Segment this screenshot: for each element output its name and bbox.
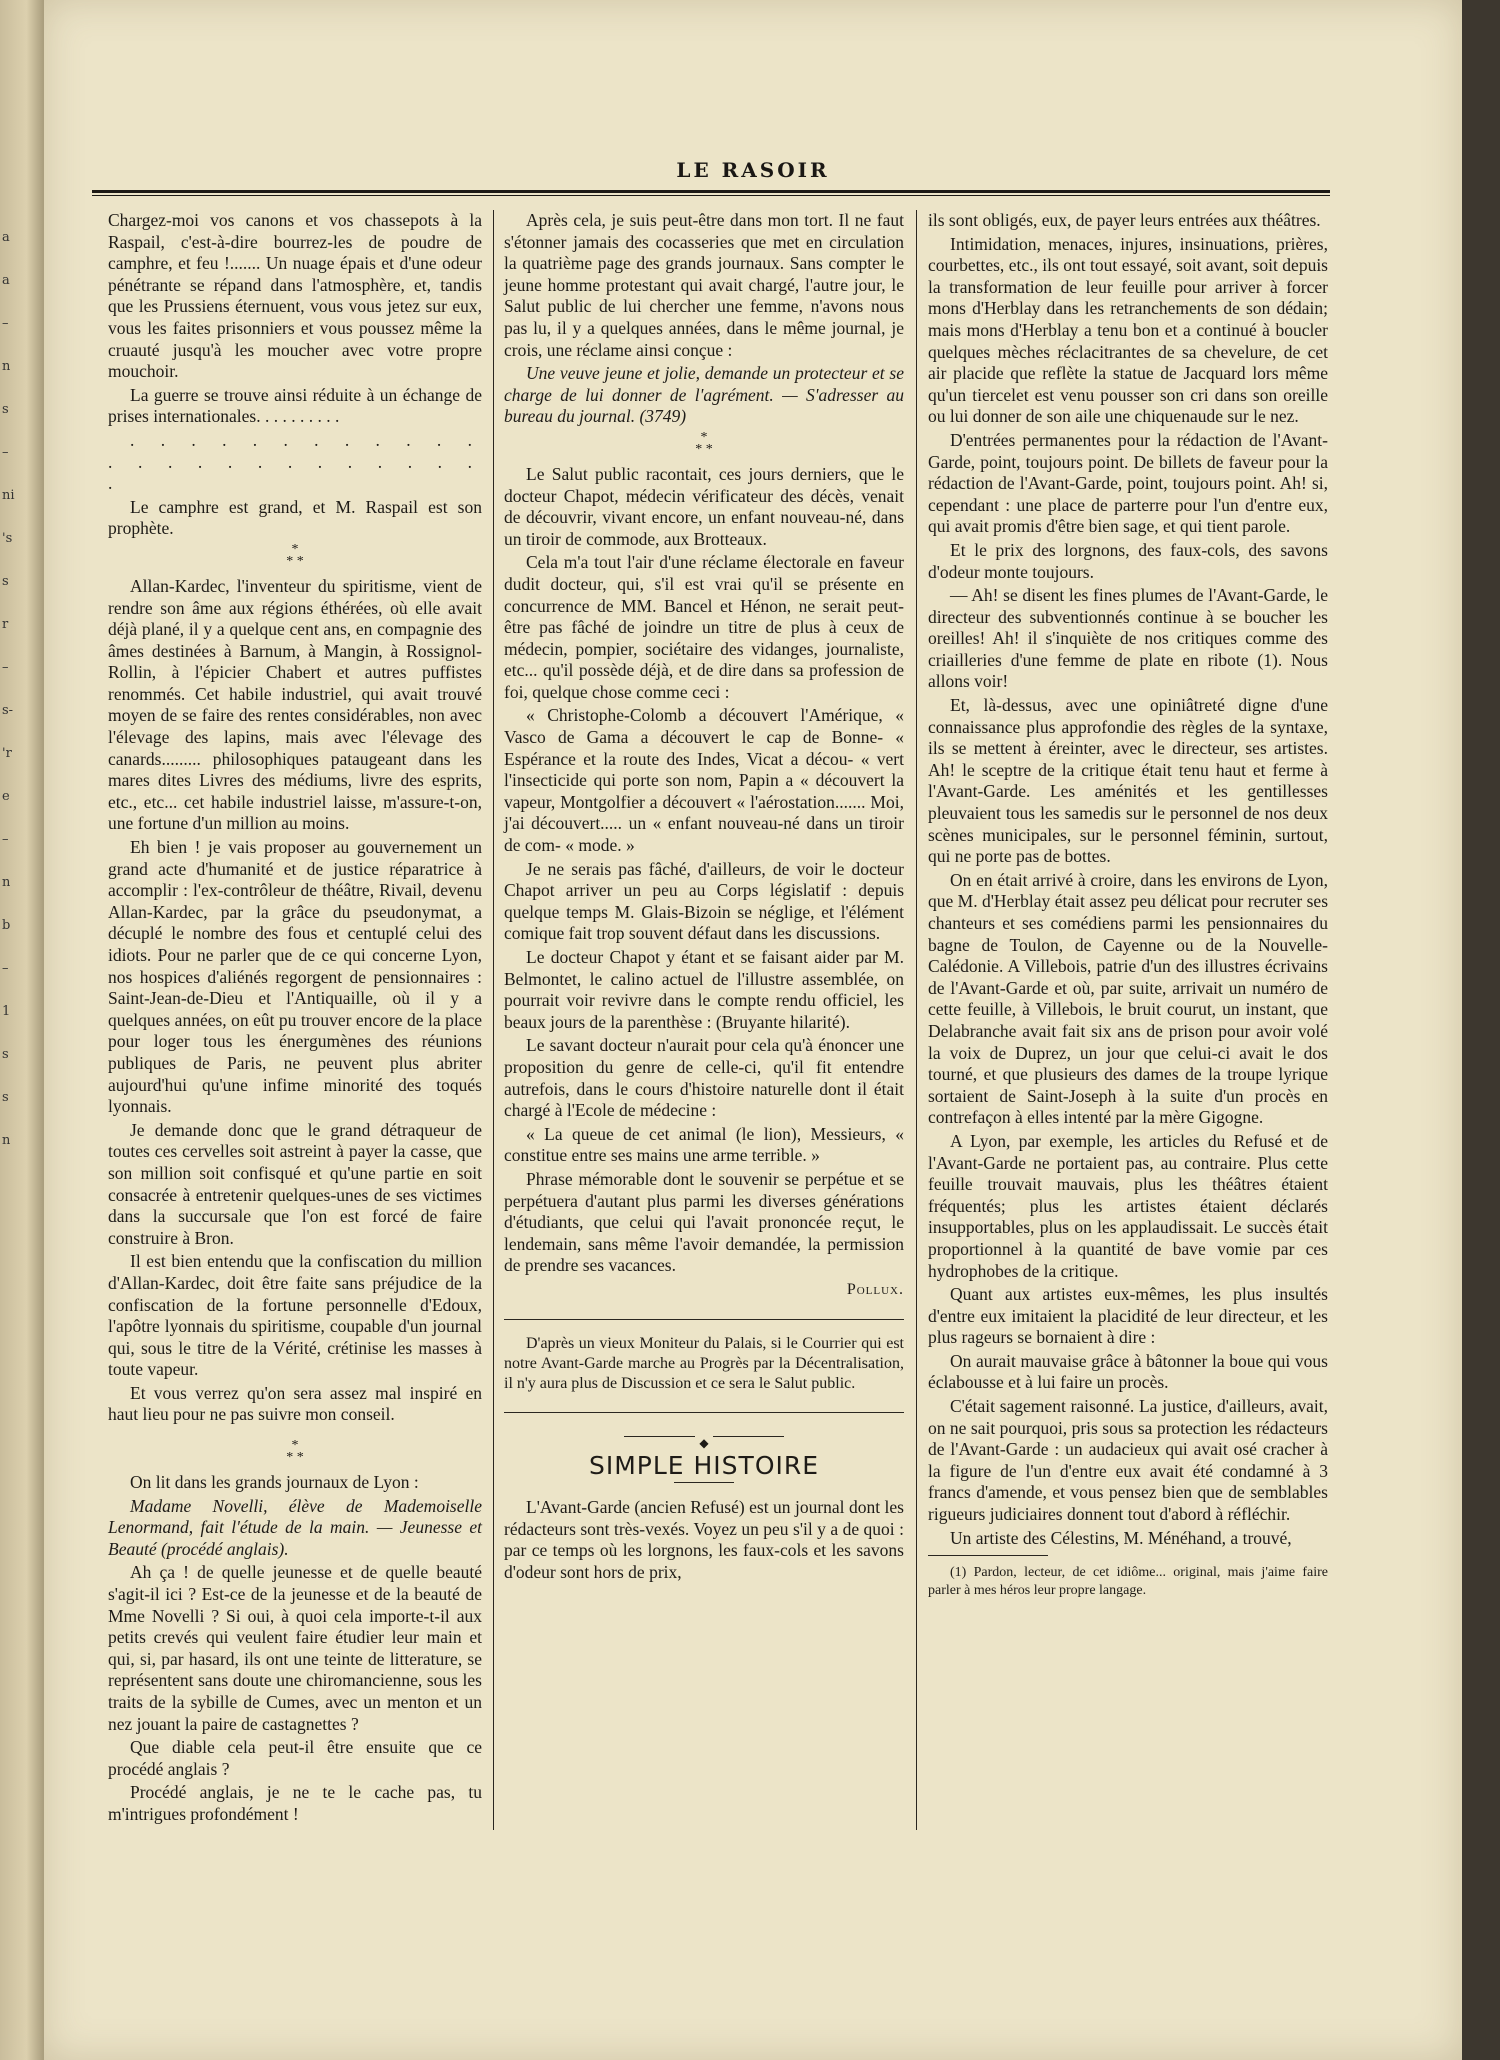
margin-fragment: s- [2,703,14,718]
paragraph: Allan-Kardec, l'inventeur du spiritisme, vient de rendre son âme aux régions éthérées, où elle avait déjà plané, il y a quelque cent ans, en compagnie des âmes destinées à Barnum, à Mangin, à Rossignol-Rollin, à l'épicier Chabert et autres puffistes renommés. Cet habile industriel, qui avait trouvé moyen de se faire des rentes considérables, non avec l'élevage des lapins, mais avec l'élevage des canards......... philosophiques pataugeant dans les mares dites Livres des médiums, livre des esprits, etc., etc... cet habile industriel laisse, m'assure-t-on, une fortune d'un million au moins. [108,575,482,834]
margin-fragment: b [2,918,11,933]
title-underline [674,1482,734,1483]
paragraph: On lit dans les grands journaux de Lyon : [130,1472,419,1493]
margin-fragment: s [2,1047,9,1062]
margin-fragment: 's [2,531,13,546]
margin-fragment: – [2,316,9,331]
paragraph: Je ne serais pas fâché, d'ailleurs, de voir le docteur Chapot arriver un peu au Corps législatif : depuis quelque temps M. Glais-Bizoin se néglige, et l'élément comique fait trop souvent défaut dans les discussions. [504,858,904,944]
facing-page-edge [0,0,44,2060]
margin-fragment: – [2,660,9,675]
paragraph: ils sont obligés, eux, de payer leurs entrées aux théâtres. [928,210,1321,230]
column-3 [928,210,1328,1602]
paragraph: Cela m'a tout l'air d'une réclame électorale en faveur dudit docteur, qui, s'il est vrai qu'il se présente en concurrence de MM. Bancel et Hénon, ne serait peut-être pas fâché de joindre un titre de plus à ceux de médecin, pompier, sociétaire des vidanges, journaliste, etc... qu'il possède déjà, et de dire dans sa profession de foi, quelque chose comme ceci : [504,552,904,702]
page-background-edge [1462,0,1500,2060]
paragraph: Eh bien ! je vais proposer au gouvernement un grand acte d'humanité et de justice réparatrice à accomplir : l'ex-contrôleur de théâtre, Rivail, devenu Allan-Kardec, par la grâce du pseudonymat, a décuplé le nombre des fous et centuplé celui des idiots. Pour ne parler que de ce qui concerne Lyon, nos hospices d'aliénés regorgent de pensionnaires : Saint-Jean-de-Dieu et l'Antiquaille, où il y a quelques années, on eût pu trouver encore de la place pour loger tous les énergumènes des réunions publiques de Paris, ne peuvent plus abriter aujourd'hui qu'une infime minorité des toqués lyonnais. [108,837,482,1117]
paragraph: C'était sagement raisonné. La justice, d'ailleurs, avait, on ne sait pourquoi, pris sous sa protection les rédacteurs de l'Avant-Garde : un audacieux qui avait osé cracher à la figure de l'un d'entre eux avait été condamné à 3 francs d'amende, et vous pensez bien que de semblables rigueurs judiciaires donnent tout d'abord à réfléchir. [928,1396,1328,1525]
paragraph: On en était arrivé à croire, dans les environs de Lyon, que M. d'Herblay était assez peu délicat pour recruter ses chanteurs et ses comédiens parmi les pensionnaires du bagne de Toulon, de Cayenne ou de la Nouvelle-Calédonie. A Villebois, patrie d'un des illustres écrivains de l'Avant-Garde et où, par suite, arrivait un numéro de cette feuille, à Villebois, le bruit courut, un instant, que Delabranche avait fait six ans de prison pour avoir volé la voix de Duprez, un jour que celui-ci avait le dos tourné, et que plusieurs des dames de la troupe lyrique sortaient de Saint-Joseph à la suite d'un procès en contrefaçon à elles intenté par la mère Gigogne. [928,869,1328,1128]
paragraph: Le camphre est grand, et M. Raspail est son prophète. [108,496,482,539]
ellipsis-line: . . . . . . . . . . . . . . . . . . . . . . . . . . [108,429,482,494]
margin-fragment: e [2,789,10,804]
paragraph: Il est bien entendu que la confiscation du million d'Allan-Kardec, doit être faite sans préjudice de la confiscation de la fortune personnelle d'Edoux, l'apôtre lyonnais du spiritisme, coupable d'un journal qui, sous le titre de la Vérité, crétinise les masses à toute vapeur. [108,1251,482,1380]
margin-fragment: s [2,1090,9,1105]
paragraph: D'entrées permanentes pour la rédaction de l'Avant-Garde, point, toujours point. De billets de faveur pour la rédaction de l'Avant-Garde, point, toujours point. Ah! si, cependant : une place de parterre pour l'un d'entre eux, qui avait promis d'être bien sage, et qui tient parole. [928,429,1328,537]
margin-fragment: n [2,875,11,890]
paragraph: Ah ça ! de quelle jeunesse et de quelle beauté s'agit-il ici ? Est-ce de la jeunesse et de la beauté de Mme Novelli ? Si oui, à quoi cela importe-t-il aux petits crevés qui veulent faire étudier leur main et qui, si, par hasard, ils ont une teinte de litterature, se représentent sans doute une chiromancienne, sous les traits de la sybille de Cumes, avec un menton et un nez jouant la paire de castagnettes ? [108,1562,482,1734]
margin-fragment: r [2,617,9,632]
paragraph: Phrase mémorable dont le souvenir se perpétue et se perpétuera d'autant plus parmi les diverses générations d'étudiants, que celui qui l'avait prononcée reçut, le lendemain, sans même l'avoir demandée, la permission de prendre ses vacances. [504,1168,904,1276]
quotation: « Christophe-Colomb a découvert l'Amérique, « Vasco de Gama a découvert le cap de Bonne- « Espérance et la route des Indes, Vicat a décou- « vert l'insecticide qui porte son nom, Papin a « découvert la vapeur, Montgolfier a découvert « l'aérostation....... Moi, j'ai découvert..... un « enfant nouveau-né dans un tiroir de com- « mode. » [504,705,904,856]
footnote-rule [928,1555,1048,1556]
column-1 [108,210,482,1828]
paragraph: Et le prix des lorgnons, des faux-cols, des savons d'odeur monte toujours. [928,539,1328,582]
footnote: (1) Pardon, lecteur, de cet idiôme... original, mais j'aime faire parler à mes héros leur propre langage. [928,1565,1328,1599]
paragraph: Le Salut public racontait, ces jours derniers, que le docteur Chapot, médecin vérificateur des décès, venait de découvrir, vivant encore, un enfant nouveau-né, dans un tiroir de commode, aux Brotteaux. [504,463,904,549]
quotation: « La queue de cet animal (le lion), Messieurs, « constitue entre ses mains une arme terrible. » [504,1123,904,1166]
column-divider-2 [916,210,917,1830]
paragraph: Après cela, je suis peut-être dans mon tort. Il ne faut s'étonner jamais des cocasseries que met en circulation la quatrième page des grands journaux. Sans compter le jeune homme protestant qui avait chargé, l'autre jour, le Salut public de lui chercher une femme, n'avons nous pas lu, il y a quelques années, dans le même journal, je crois, une réclame ainsi conçue : [504,210,904,360]
section-asterism: * * * [695,429,713,457]
paragraph: Chargez-moi vos canons et vos chassepots à la Raspail, c'est-à-dire bourrez-les de poudre de camphre, et feu !....... Un nuage épais et d'une odeur pénétrante se répand dans l'atmosphère, et, tandis que les Prussiens éternuent, vous vous jetez sur eux, vous les faites prisonniers et vous poussez même la cruauté jusqu'à les moucher avec votre propre mouchoir. [108,210,482,382]
margin-fragment: 'r [2,746,12,761]
paragraph: D'après un vieux Moniteur du Palais, si le Courrier qui est notre Avant-Garde marche au Progrès par la Décentralisation, il n'y aura plus de Discussion et ce sera le Salut public. [504,1334,904,1392]
paragraph: Et, là-dessus, avec une opiniâtreté digne d'une connaissance plus approfondie des règles de la syntaxe, ils se mettent à éreinter, avec le directeur, ses artistes. Ah! le sceptre de la critique était tenu haut et ferme à l'Avant-Garde. Les aménités et les gentillesses pleuvaient tous les samedis sur le personnel de nos deux scènes municipales, sur le personnel féminin, surtout, qui ne porte pas de bottes. [928,695,1328,867]
margin-fragment: n [2,359,11,374]
margin-fragment: ni [2,488,15,503]
paragraph: Procédé anglais, je ne te le cache pas, tu m'intrigues profondément ! [108,1782,482,1824]
masthead: LE RASOIR [676,158,830,182]
separator-rule [504,1319,904,1320]
paragraph: — Ah! se disent les fines plumes de l'Avant-Garde, le directeur des subventionnés continue à se boucher les oreilles! Ah! il s'inquiète de nos critiques comme des criailleries d'une femme de plate en ribote (1). Nous allons voir! [928,585,1328,692]
paragraph: Que diable cela peut-il être ensuite que ce procédé anglais ? [108,1737,482,1779]
margin-fragment: 1 [2,1004,11,1019]
masthead-rule-thick [92,190,1330,193]
separator-rule [504,1412,904,1413]
margin-fragment: n [2,1133,11,1148]
paragraph: Le docteur Chapot y étant et se faisant aider par M. Belmontet, le calino actuel de l'illustre assemblée, on pourrait voir revivre dans le compte rendu officiel, les beaux jours de la parenthèse : (Bruyante hilarité). [504,947,904,1032]
paragraph: Le savant docteur n'aurait pour cela qu'à énoncer une proposition du genre de celle-ci, qu'il fit entendre autrefois, dans le cours d'histoire naturelle dont il était chargé à l'Ecole de médecine : [504,1035,904,1121]
paragraph: Un artiste des Célestins, M. Ménéhand, a trouvé, [950,1527,1292,1548]
paragraph: Je demande donc que le grand détraqueur de toutes ces cervelles soit astreint à payer la casse, que son million soit confisqué et qu'une partie en soit consacrée à entretenir quelques-unes de ses victimes dans la succursale que l'on est forcé de faire construire à Bron. [108,1119,482,1248]
margin-fragment: a [2,230,10,245]
margin-fragment: a [2,273,10,288]
ornament-divider: ◆ [504,1431,904,1441]
margin-fragment: – [2,832,9,847]
paragraph: A Lyon, par exemple, les articles du Refusé et de l'Avant-Garde ne portaient pas, au contraire. Plus cette feuille trouvait mauvais, plus les théâtres étaient fréquentés; plus les artistes étaient déclarés insupportables, plus on les applaudissait. Le succès était proportionnel à la quantité de bave vomie par ces hydrophobes de la critique. [928,1130,1328,1281]
signature: Pollux. [846,1280,904,1298]
paragraph: L'Avant-Garde (ancien Refusé) est un journal dont les rédacteurs sont très-vexés. Voyez un peu s'il y a de quoi : par ce temps où les lorgnons, les faux-cols et les savons d'odeur sont hors de prix, [504,1497,904,1582]
masthead-rule-thin [92,195,1330,196]
paragraph: Et vous verrez qu'on sera assez mal inspiré en haut lieu pour ne pas suivre mon conseil. [108,1382,482,1425]
paragraph: On aurait mauvaise grâce à bâtonner la boue qui vous éclabousse et à lui faire un procès. [928,1350,1328,1393]
paragraph: La guerre se trouve ainsi réduite à un échange de prises internationales. . . . . . . . . . [108,384,482,427]
margin-fragment: s [2,574,9,589]
column-divider-1 [493,210,494,1830]
quoted-advert: Madame Novelli, élève de Mademoiselle Lenormand, fait l'étude de la main. — Jeunesse et Beauté (procédé anglais). [108,1495,482,1559]
paragraph: Quant aux artistes eux-mêmes, les plus insultés d'entre eux imitaient la placidité de leur directeur, et les plus rageurs se bornaient à dire : [928,1284,1328,1348]
paragraph: Intimidation, menaces, injures, insinuations, prières, courbettes, etc., ils ont tout essayé, soit avant, soit depuis la transformation de leur feuille pour arriver à forcer mons d'Herblay dans les retranchements de son dédain; mais mons d'Herblay a tenu bon et a continué à boucler quelques mèches réclacitrantes de sa chevelure, de cet air placide que reflète la statue de Jacquard lors même qu'un tiercelet est venu pousser son cri dans son oreille ou lui donner de son aile une chiquenaude sur le nez. [928,233,1328,427]
section-title: SIMPLE HISTOIRE [588,1450,820,1480]
column-2 [504,210,904,1585]
quoted-advert: Une veuve jeune et jolie, demande un protecteur et se charge de lui donner de l'agrément. — S'adresser au bureau du journal. (3749) [504,363,904,427]
margin-fragment: – [2,961,9,976]
newspaper-page [44,0,1462,2060]
section-asterism: * * * [286,1438,304,1466]
margin-fragment: – [2,445,9,460]
margin-fragment: s [2,402,9,417]
section-asterism: * * * [286,541,304,569]
